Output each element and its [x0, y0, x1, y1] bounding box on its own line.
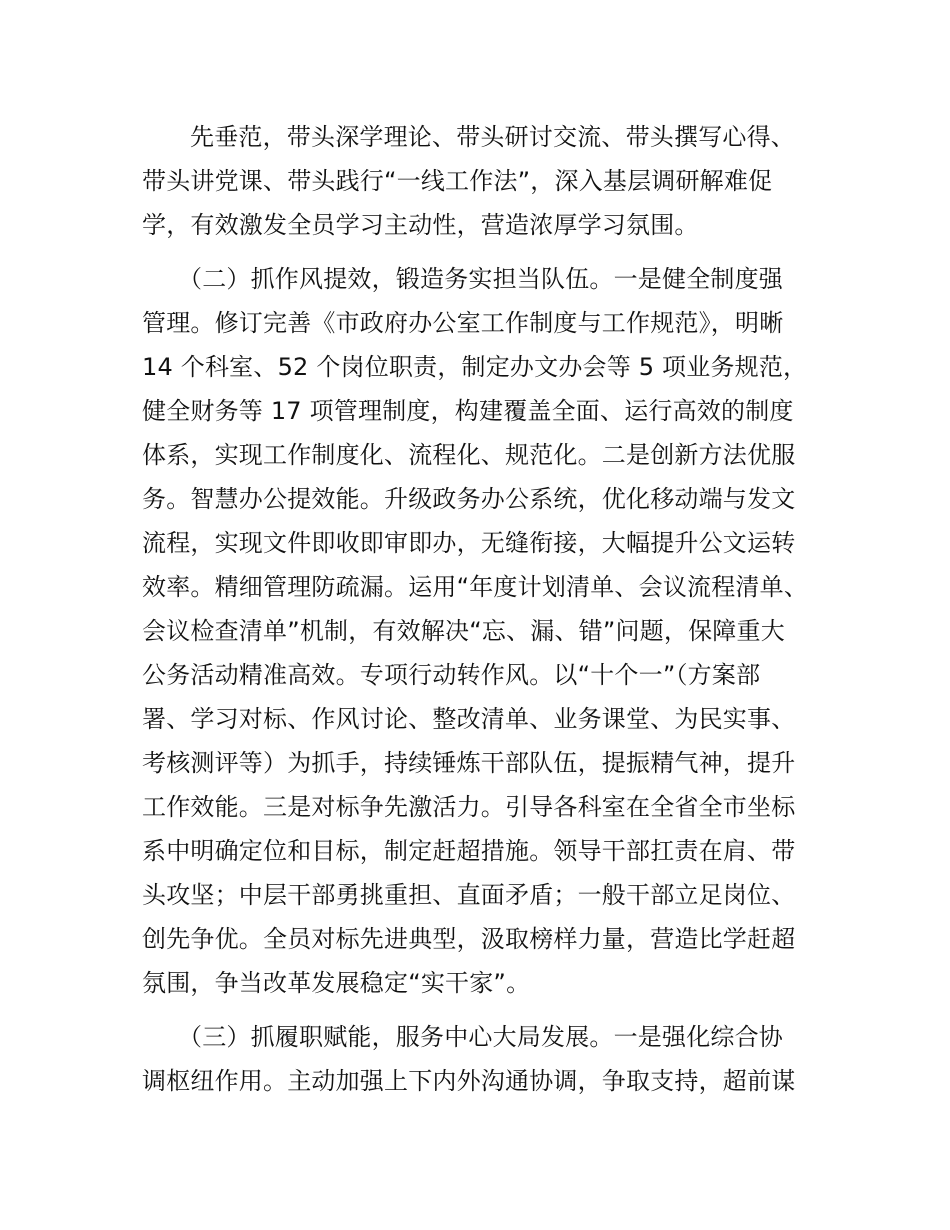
text-line: 带头讲党课、带头践行“一线工作法”，深入基层调研解难促 [142, 167, 773, 195]
text-line: 体系，实现工作制度化、流程化、规范化。二是创新方法优服 [142, 441, 796, 469]
text-line: 系中明确定位和目标，制定赶超措施。领导干部扛责在肩、带 [142, 837, 796, 865]
text-line: 14 个科室、52 个岗位职责，制定办文办会等 5 项业务规范， [142, 353, 808, 381]
text-line: 效率。精细管理防疏漏。运用“年度计划清单、会议流程清单、 [142, 573, 809, 601]
text-line: 署、学习对标、作风讨论、整改清单、业务课堂、为民实事、 [142, 705, 796, 733]
text-line: 先垂范，带头深学理论、带头研讨交流、带头撰写心得、 [190, 123, 795, 151]
text-line: 考核测评等）为抓手，持续锤炼干部队伍，提振精气神，提升 [142, 749, 796, 777]
text-line: 流程，实现文件即收即审即办，无缝衔接，大幅提升公文运转 [142, 529, 796, 557]
text-line: 头攻坚；中层干部勇挑重担、直面矛盾；一般干部立足岗位、 [142, 881, 796, 909]
text-line: 创先争优。全员对标先进典型，汲取榜样力量，营造比学赶超 [142, 925, 796, 953]
text-line: 会议检查清单”机制，有效解决“忘、漏、错”问题，保障重大 [142, 617, 785, 645]
text-line: 管理。修订完善《市政府办公室工作制度与工作规范》，明晰 [142, 309, 784, 337]
text-line: 务。智慧办公提效能。升级政务办公系统，优化移动端与发文 [142, 485, 796, 513]
text-line: 工作效能。三是对标争先激活力。引导各科室在全省全市坐标 [142, 793, 796, 821]
text-line: （二）抓作风提效，锻造务实担当队伍。一是健全制度强 [178, 265, 783, 293]
text-line: 健全财务等 17 项管理制度，构建覆盖全面、运行高效的制度 [142, 397, 794, 425]
text-line: 公务活动精准高效。专项行动转作风。以“十个一”（方案部 [142, 661, 761, 689]
text-line: 氛围，争当改革发展稳定“实干家”。 [142, 969, 531, 997]
text-line: （三）抓履职赋能，服务中心大局发展。一是强化综合协 [178, 1023, 783, 1051]
text-line: 学，有效激发全员学习主动性，营造浓厚学习氛围。 [142, 211, 699, 239]
text-line: 调枢纽作用。主动加强上下内外沟通协调，争取支持，超前谋 [142, 1067, 796, 1095]
